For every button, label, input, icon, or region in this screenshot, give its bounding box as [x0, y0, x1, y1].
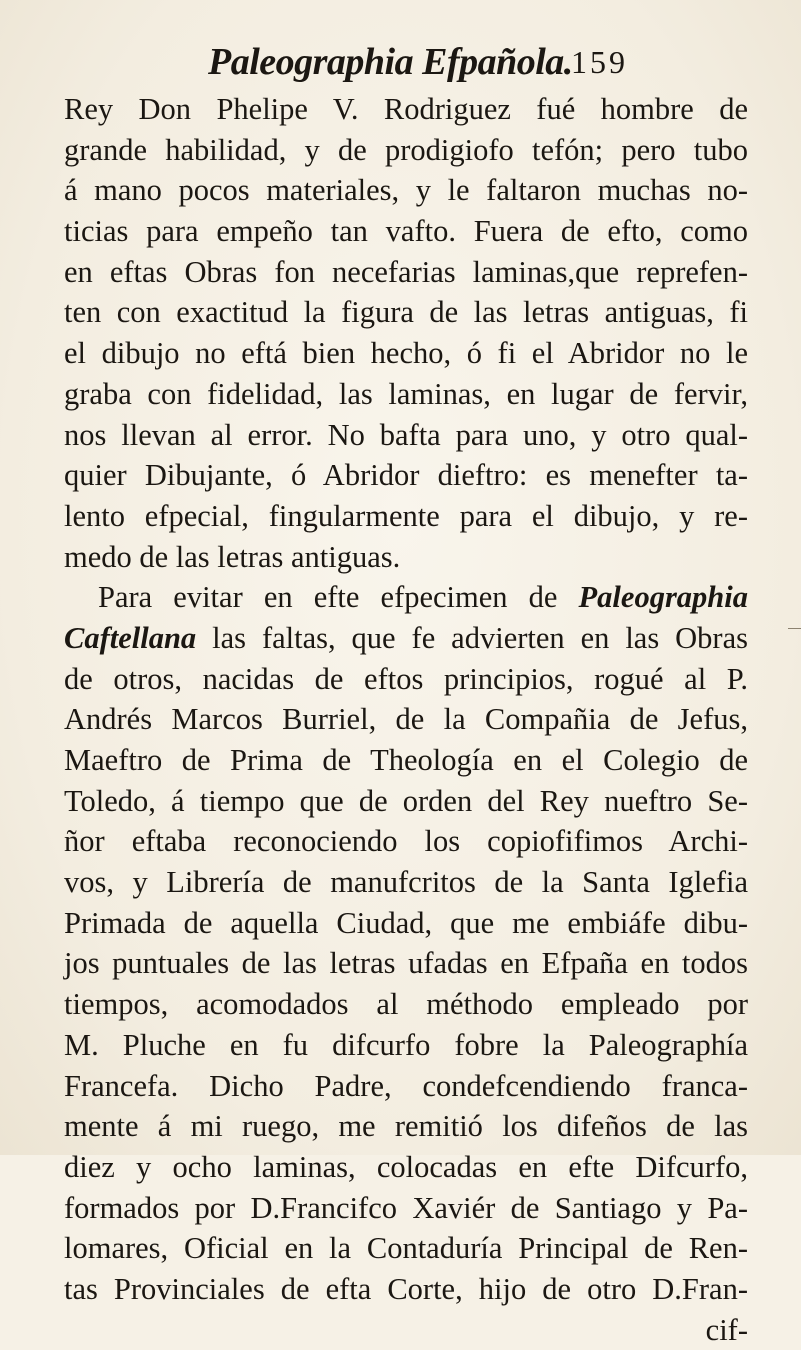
- italic-term: Paleographia: [578, 580, 748, 615]
- text-line: Rey Don Phelipe V. Rodriguez fué hombre de: [64, 92, 748, 126]
- line-text: las faltas, que fe advierten en las Obras: [196, 620, 748, 655]
- page-header: [208, 40, 628, 90]
- running-title: Paleographia Efpañola.: [208, 41, 573, 83]
- page-number: 159: [571, 44, 628, 80]
- text-line: lomares, Oficial en la Contaduría Principal de Ren-: [64, 1231, 748, 1266]
- text-line: á mano pocos materiales, y le faltaron muchas no-: [64, 173, 748, 208]
- margin-mark: [788, 628, 801, 629]
- paragraph-end-line: medo de las letras antiguas.: [64, 539, 401, 574]
- text-line: graba con fidelidad, las laminas, en lugar de fervir,: [64, 376, 748, 411]
- text-line: tiempos, acomodados al méthodo empleado por: [64, 987, 748, 1022]
- text-line: grande habilidad, y de prodigiofo tefón; pero tubo: [64, 132, 748, 167]
- text-line: quier Dibujante, ó Abridor dieftro: es menefter ta-: [64, 458, 748, 493]
- text-line: ten con exactitud la figura de las letras antiguas, fi: [64, 295, 748, 330]
- text-line: de otros, nacidas de eftos principios, rogué al P.: [64, 661, 748, 696]
- text-line: diez y ocho laminas, colocadas en efte Difcurfo,: [64, 1149, 748, 1184]
- text-line: Maeftro de Prima de Theología en el Colegio de: [64, 743, 748, 777]
- catchword: cif-: [705, 1312, 748, 1347]
- text-line: Toledo, á tiempo que de orden del Rey nueftro Se-: [64, 783, 748, 818]
- text-line: Primada de aquella Ciudad, que me embiáfe dibu-: [64, 905, 748, 940]
- text-line: ñor eftaba reconociendo los copiofifimos Archi-: [64, 824, 748, 859]
- text-line: el dibujo no eftá bien hecho, ó fi el Abridor no le: [64, 336, 748, 371]
- text-line: jos puntuales de las letras ufadas en Efpaña en todos: [64, 946, 748, 981]
- text-line: vos, y Librería de manufcritos de la Santa Iglefia: [64, 865, 748, 900]
- text-line: Andrés Marcos Burriel, de la Compañia de Jefus,: [64, 702, 748, 737]
- text-line: mente á mi ruego, me remitió los difeños de las: [64, 1109, 748, 1144]
- text-line: M. Pluche en fu difcurfo fobre la Paleographía: [64, 1027, 748, 1062]
- paragraph-start-line: [64, 577, 748, 618]
- text-line: tas Provinciales de efta Corte, hijo de otro D.Fran-: [64, 1271, 748, 1306]
- text-line: ticias para empeño tan vafto. Fuera de efto, como: [64, 214, 748, 249]
- text-line: en eftas Obras fon necefarias laminas,que reprefen-: [64, 254, 748, 289]
- line-text: Para evitar en efte efpecimen de: [98, 580, 579, 615]
- text-line: [64, 618, 748, 659]
- body-text: [64, 89, 748, 1350]
- text-line: lento efpecial, fingularmente para el dibujo, y re-: [64, 498, 748, 533]
- text-line: nos llevan al error. No bafta para uno, y otro qual-: [64, 417, 748, 452]
- text-line: Francefa. Dicho Padre, condefcendiendo franca-: [64, 1068, 748, 1103]
- text-line: formados por D.Francifco Xaviér de Santiago y Pa-: [64, 1190, 748, 1225]
- italic-term: Caftellana: [64, 620, 197, 655]
